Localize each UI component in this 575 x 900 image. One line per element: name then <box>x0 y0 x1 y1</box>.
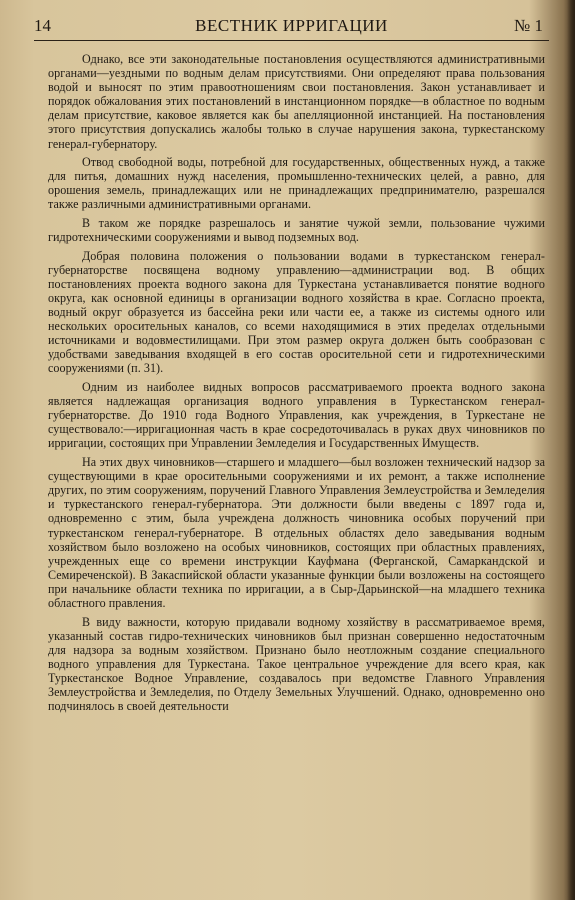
paragraph: Однако, все эти законодательные постановления осуществляются административными органами—уездными по водным делам присутствиями. Они определяют права пользования водой и выносят по этим правоотношениям свои постановления. Закон устанавливает и порядок обжалования этих постановлений в инстанционном порядке—в областное по водным делам присутствие, каковое является как бы апелляционной инстанцией. На постановления этого присутствия допускались жалобы только в случае нарушения закона, туркестанскому генерал-губернатору. <box>48 52 545 151</box>
journal-title: ВЕСТНИК ИРРИГАЦИИ <box>195 16 388 35</box>
paragraph: Добрая половина положения о пользовании водами в туркестанском генерал-губернаторстве посвящена водному управлению—администрации вод. В общих постановлениях проекта водного закона для Туркестана устанавливается понятие водного округа, как основной единицы в организации водного хозяйства в крае. Согласно проекта, водный округ образуется из бассейна реки или части ее, а также из системы одного или нескольких оросительных каналов, со всеми находящимися в этих пределах отдельными источниками и водовместилищами. При этом размер округа должен быть сообразован с удобствами заведывания входящей в его состав оросительной сети и гидротехническими сооружениями (п. 31). <box>48 248 545 376</box>
paragraph: В виду важности, которую придавали водному хозяйству в рассматриваемое время, указанный состав гидро-технических чиновников был признан совершенно недостаточным для надзора за водным хозяйством. Признано было неотложным создание специального водного управления для Туркестана. Такое центральное учреждение для всего края, как Туркестанское Водное Управление, создавалось при ведомстве Главного Управления Землеустройства и Земледелия, по Отделу Земельных Улучшений. Однако, одновременно оно подчинялось в своей деятельности <box>48 614 545 714</box>
page-edge-shadow <box>567 0 575 900</box>
issue-number: № 1 <box>514 16 543 35</box>
paragraph: Отвод свободной воды, потребной для государственных, общественных нужд, а также для питья, домашних нужд населения, промышленно-технических целей, а равно, для орошения земель, принадлежащих или не принадлежащих предпринимателю, разрешался также различными административными органами. <box>48 155 545 212</box>
page-header <box>34 10 549 41</box>
paragraph: Одним из наиболее видных вопросов рассматриваемого проекта водного закона является надлежащая организация водного управления в Туркестанском генерал-губернаторстве. До 1910 года Водного Управления, как учреждения, в Туркестане не существовало:—ирригационная часть в крае сосредоточивалась в руках двух чиновников по ирригации, состоящих при Управлении Земледелия и Государственных Имуществ. <box>48 380 545 451</box>
paragraph: В таком же порядке разрешалось и занятие чужой земли, пользование чужими гидротехническими сооружениями и вывод подземных вод. <box>48 216 545 245</box>
page-number: 14 <box>34 16 51 35</box>
article-body <box>48 52 545 718</box>
paragraph: На этих двух чиновников—старшего и младшего—был возложен технический надзор за существующими в крае оросительными сооружениями и их ремонт, а также исполнение других, по этим сооружениям, поручений Главного Управления Землеустройства и Земледелия и туркестанского генерал-губернатора. Эти должности были введены с 1897 года и, одновременно с этим, была учреждена должность чиновника особых поручений при туркестанском генерал-губернаторе. В отдельных областях дело заведывания водным хозяйством было возложено на особых чиновников, состоящих при областных правлениях, учрежденных еще со времени инструкции Кауфмана (Ферганской, Самаркандской и Семиреченской). В Закаспийской области указанные функции были возложены на состоящего при начальнике области техника по ирригации, а в Сыр-Дарьинской—на младшего техника областного правления. <box>48 455 545 610</box>
